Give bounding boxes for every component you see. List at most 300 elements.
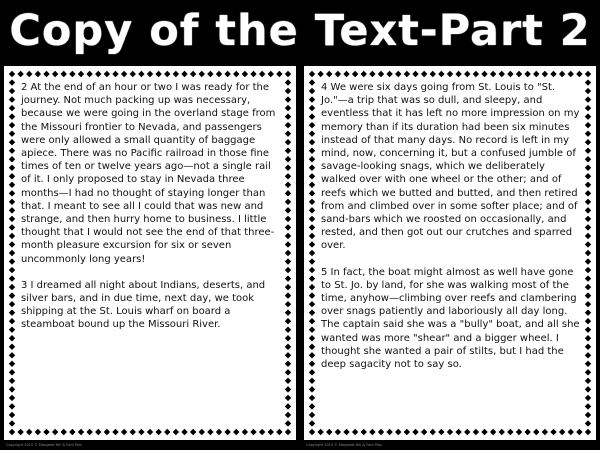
diamond-mark <box>317 71 323 77</box>
diamond-mark <box>430 429 436 435</box>
text-card-left <box>4 66 296 440</box>
diamond-mark <box>473 429 479 435</box>
diamond-mark <box>285 71 291 77</box>
diamond-mark <box>285 309 291 315</box>
diamond-mark <box>9 190 15 196</box>
diamond-mark <box>317 429 323 435</box>
diamond-mark <box>309 258 315 264</box>
diamond-mark <box>585 199 591 205</box>
diamond-mark <box>524 71 530 77</box>
diamond-mark <box>285 378 291 384</box>
diamond-mark <box>585 88 591 94</box>
copyright-footer: Copyright 2015 © Margaret Hill & Font Pals <box>306 443 382 447</box>
diamond-mark <box>199 429 205 435</box>
diamond-mark <box>309 233 315 239</box>
diamond-mark <box>285 122 291 128</box>
paragraph-5: 5 In fact, the boat might almost as well have gone to St. Jo. by land, for she was walking most of the time, anyhow—climbing over reefs and clambering over snags patiently and laboriously all day long. The captain said she was a "bully" boat, and all she wanted was more "shear" and a bigger wheel. I thought she wanted a pair of stilts, but I had the deep sagacity not to say so. <box>321 266 580 371</box>
diamond-mark <box>250 429 256 435</box>
diamond-mark <box>285 335 291 341</box>
diamond-mark <box>52 429 58 435</box>
diamond-mark <box>412 429 418 435</box>
diamond-mark <box>352 429 358 435</box>
diamond-mark <box>9 284 15 290</box>
diamond-mark <box>576 429 582 435</box>
diamond-mark <box>335 429 341 435</box>
diamond-mark <box>516 429 522 435</box>
diamond-mark <box>343 429 349 435</box>
diamond-mark <box>309 139 315 145</box>
diamond-mark <box>9 258 15 264</box>
diamond-mark <box>309 395 315 401</box>
diamond-mark <box>9 148 15 154</box>
diamond-mark <box>585 318 591 324</box>
diamond-mark <box>112 71 118 77</box>
diamond-mark <box>259 429 265 435</box>
diamond-mark <box>395 71 401 77</box>
diamond-mark <box>585 352 591 358</box>
diamond-mark <box>285 284 291 290</box>
diamond-mark <box>9 79 15 85</box>
diamond-mark <box>585 369 591 375</box>
diamond-mark <box>499 429 505 435</box>
diamond-mark <box>61 71 67 77</box>
diamond-mark <box>26 71 32 77</box>
diamond-mark <box>369 429 375 435</box>
diamond-mark <box>285 148 291 154</box>
diamond-mark <box>309 88 315 94</box>
diamond-mark <box>242 429 248 435</box>
diamond-mark <box>9 318 15 324</box>
diamond-mark <box>309 173 315 179</box>
diamond-mark <box>9 292 15 298</box>
diamond-mark <box>285 190 291 196</box>
diamond-mark <box>138 71 144 77</box>
diamond-mark <box>386 429 392 435</box>
diamond-mark <box>516 71 522 77</box>
diamond-mark <box>585 250 591 256</box>
diamond-mark <box>585 165 591 171</box>
diamond-mark <box>309 199 315 205</box>
diamond-mark <box>285 395 291 401</box>
diamond-mark <box>481 429 487 435</box>
diamond-mark <box>164 71 170 77</box>
diamond-mark <box>309 378 315 384</box>
diamond-mark <box>585 386 591 392</box>
diamond-mark <box>585 403 591 409</box>
diamond-mark <box>309 275 315 281</box>
diamond-mark <box>285 182 291 188</box>
diamond-mark <box>43 429 49 435</box>
diamond-mark <box>216 71 222 77</box>
diamond-mark <box>550 71 556 77</box>
diamond-mark <box>9 429 15 435</box>
diamond-mark <box>550 429 556 435</box>
diamond-mark <box>190 429 196 435</box>
diamond-mark <box>585 71 591 77</box>
diamond-mark <box>585 344 591 350</box>
diamond-mark <box>9 361 15 367</box>
diamond-mark <box>285 199 291 205</box>
diamond-mark <box>438 71 444 77</box>
diamond-mark <box>473 71 479 77</box>
diamond-mark <box>9 233 15 239</box>
diamond-mark <box>464 71 470 77</box>
diamond-mark <box>309 429 315 435</box>
diamond-mark <box>9 344 15 350</box>
diamond-mark <box>309 301 315 307</box>
diamond-mark <box>285 224 291 230</box>
diamond-mark <box>9 88 15 94</box>
diamond-mark <box>86 71 92 77</box>
diamond-mark <box>207 71 213 77</box>
diamond-mark <box>199 71 205 77</box>
diamond-mark <box>309 267 315 273</box>
text-card-right <box>304 66 596 440</box>
diamond-mark <box>9 224 15 230</box>
diamond-mark <box>430 71 436 77</box>
diamond-mark <box>309 318 315 324</box>
diamond-mark <box>268 429 274 435</box>
diamond-mark <box>285 386 291 392</box>
card-text <box>321 81 583 384</box>
diamond-mark <box>309 182 315 188</box>
diamond-mark <box>17 71 23 77</box>
diamond-mark <box>69 71 75 77</box>
diamond-mark <box>309 412 315 418</box>
diamond-mark <box>404 429 410 435</box>
diamond-mark <box>378 429 384 435</box>
diamond-mark <box>9 301 15 307</box>
diamond-mark <box>309 165 315 171</box>
diamond-mark <box>309 420 315 426</box>
diamond-mark <box>309 216 315 222</box>
diamond-mark <box>455 71 461 77</box>
diamond-mark <box>576 71 582 77</box>
diamond-mark <box>585 105 591 111</box>
diamond-mark <box>585 267 591 273</box>
diamond-mark <box>43 71 49 77</box>
diamond-mark <box>130 429 136 435</box>
diamond-mark <box>173 71 179 77</box>
diamond-mark <box>585 190 591 196</box>
diamond-mark <box>9 309 15 315</box>
diamond-mark <box>9 199 15 205</box>
diamond-mark <box>276 429 282 435</box>
diamond-mark <box>285 275 291 281</box>
diamond-mark <box>533 429 539 435</box>
diamond-mark <box>216 429 222 435</box>
diamond-mark <box>69 429 75 435</box>
diamond-mark <box>585 122 591 128</box>
card-text <box>21 81 283 345</box>
diamond-mark <box>138 429 144 435</box>
diamond-mark <box>9 386 15 392</box>
diamond-mark <box>276 71 282 77</box>
diamond-mark <box>404 71 410 77</box>
diamond-mark <box>438 429 444 435</box>
diamond-mark <box>86 429 92 435</box>
diamond-mark <box>155 429 161 435</box>
diamond-mark <box>455 429 461 435</box>
diamond-mark <box>285 344 291 350</box>
diamond-mark <box>395 429 401 435</box>
diamond-mark <box>524 429 530 435</box>
diamond-mark <box>369 71 375 77</box>
diamond-mark <box>309 327 315 333</box>
diamond-mark <box>9 352 15 358</box>
diamond-mark <box>585 309 591 315</box>
diamond-mark <box>585 233 591 239</box>
diamond-mark <box>309 130 315 136</box>
diamond-mark <box>499 71 505 77</box>
paragraph-3: 3 I dreamed all night about Indians, deserts, and silver bars, and in due time, next day, we took shipping at the St. Louis wharf on board a steamboat bound up the Missouri River. <box>21 279 266 331</box>
diamond-mark <box>35 71 41 77</box>
diamond-mark <box>9 173 15 179</box>
diamond-mark <box>190 71 196 77</box>
diamond-mark <box>309 113 315 119</box>
diamond-mark <box>585 182 591 188</box>
diamond-mark <box>285 258 291 264</box>
diamond-mark <box>9 130 15 136</box>
diamond-mark <box>421 429 427 435</box>
diamond-mark <box>585 378 591 384</box>
diamond-mark <box>361 429 367 435</box>
diamond-mark <box>147 429 153 435</box>
diamond-mark <box>585 173 591 179</box>
diamond-mark <box>9 369 15 375</box>
diamond-mark <box>173 429 179 435</box>
diamond-mark <box>533 71 539 77</box>
diamond-mark <box>309 292 315 298</box>
diamond-mark <box>585 275 591 281</box>
diamond-mark <box>309 250 315 256</box>
diamond-mark <box>285 216 291 222</box>
diamond-mark <box>585 148 591 154</box>
diamond-mark <box>309 71 315 77</box>
diamond-mark <box>481 71 487 77</box>
diamond-mark <box>233 71 239 77</box>
diamond-mark <box>285 139 291 145</box>
diamond-mark <box>585 113 591 119</box>
diamond-mark <box>268 71 274 77</box>
diamond-mark <box>285 267 291 273</box>
diamond-mark <box>585 258 591 264</box>
diamond-mark <box>585 224 591 230</box>
diamond-mark <box>121 71 127 77</box>
diamond-mark <box>181 71 187 77</box>
diamond-mark <box>490 429 496 435</box>
diamond-mark <box>207 429 213 435</box>
diamond-mark <box>309 241 315 247</box>
diamond-mark <box>9 241 15 247</box>
diamond-mark <box>285 327 291 333</box>
diamond-mark <box>285 105 291 111</box>
diamond-mark <box>309 344 315 350</box>
diamond-mark <box>412 71 418 77</box>
diamond-mark <box>285 173 291 179</box>
diamond-mark <box>309 148 315 154</box>
diamond-mark <box>224 71 230 77</box>
diamond-mark <box>568 429 574 435</box>
diamond-mark <box>285 96 291 102</box>
diamond-mark <box>326 429 332 435</box>
diamond-mark <box>585 130 591 136</box>
diamond-mark <box>104 429 110 435</box>
diamond-mark <box>507 429 513 435</box>
diamond-mark <box>585 216 591 222</box>
diamond-mark <box>78 429 84 435</box>
diamond-mark <box>9 250 15 256</box>
diamond-mark <box>309 361 315 367</box>
diamond-mark <box>285 241 291 247</box>
diamond-mark <box>343 71 349 77</box>
diamond-mark <box>378 71 384 77</box>
diamond-mark <box>585 327 591 333</box>
diamond-mark <box>9 403 15 409</box>
diamond-mark <box>585 96 591 102</box>
diamond-mark <box>568 71 574 77</box>
diamond-mark <box>585 335 591 341</box>
diamond-mark <box>507 71 513 77</box>
diamond-mark <box>285 318 291 324</box>
diamond-mark <box>112 429 118 435</box>
diamond-mark <box>309 224 315 230</box>
diamond-mark <box>285 156 291 162</box>
diamond-mark <box>309 190 315 196</box>
copyright-footer: Copyright 2015 © Margaret Hill & Font Pals <box>6 443 82 447</box>
paragraph-2: 2 At the end of an hour or two I was ready for the journey. Not much packing up was necessary, because we were going in the overland stage from the Missouri frontier to Nevada, and passengers were only allowed a small quantity of baggage apiece. There was no Pacific railroad in those fine times of ten or twelve years ago—not a single rail of it. I only proposed to stay in Nevada three months—I had no thought of staying longer than that. I meant to see all I could that was new and strange, and then hurry home to business. I little thought that I would not see the end of that three-month pleasure excursion for six or seven uncommonly long years! <box>21 82 276 265</box>
diamond-mark <box>361 71 367 77</box>
diamond-mark <box>9 105 15 111</box>
diamond-mark <box>585 361 591 367</box>
diamond-mark <box>309 122 315 128</box>
diamond-mark <box>309 156 315 162</box>
diamond-mark <box>9 267 15 273</box>
diamond-mark <box>285 429 291 435</box>
diamond-mark <box>309 79 315 85</box>
diamond-mark <box>9 335 15 341</box>
diamond-mark <box>17 429 23 435</box>
diamond-mark <box>490 71 496 77</box>
page-title: Copy of the Text-Part 2 <box>9 6 591 56</box>
diamond-mark <box>285 292 291 298</box>
diamond-mark <box>285 412 291 418</box>
diamond-mark <box>285 361 291 367</box>
diamond-mark <box>78 71 84 77</box>
diamond-mark <box>309 309 315 315</box>
diamond-mark <box>542 429 548 435</box>
diamond-mark <box>9 378 15 384</box>
diamond-mark <box>259 71 265 77</box>
diamond-mark <box>9 165 15 171</box>
diamond-mark <box>233 429 239 435</box>
diamond-mark <box>447 429 453 435</box>
diamond-mark <box>9 156 15 162</box>
diamond-mark <box>35 429 41 435</box>
diamond-mark <box>285 233 291 239</box>
diamond-mark <box>155 71 161 77</box>
diamond-mark <box>585 395 591 401</box>
diamond-mark <box>585 420 591 426</box>
diamond-mark <box>9 96 15 102</box>
diamond-mark <box>130 71 136 77</box>
diamond-mark <box>9 327 15 333</box>
diamond-mark <box>250 71 256 77</box>
diamond-mark <box>309 96 315 102</box>
diamond-mark <box>309 284 315 290</box>
diamond-mark <box>585 284 591 290</box>
diamond-mark <box>559 71 565 77</box>
diamond-mark <box>9 412 15 418</box>
diamond-mark <box>9 182 15 188</box>
diamond-mark <box>421 71 427 77</box>
diamond-mark <box>285 301 291 307</box>
diamond-mark <box>585 139 591 145</box>
diamond-mark <box>242 71 248 77</box>
diamond-mark <box>585 412 591 418</box>
diamond-mark <box>285 130 291 136</box>
diamond-mark <box>181 429 187 435</box>
diamond-mark <box>285 250 291 256</box>
diamond-mark <box>285 79 291 85</box>
diamond-mark <box>309 369 315 375</box>
diamond-mark <box>285 420 291 426</box>
diamond-mark <box>309 386 315 392</box>
diamond-mark <box>26 429 32 435</box>
diamond-mark <box>585 241 591 247</box>
diamond-mark <box>9 275 15 281</box>
diamond-mark <box>309 105 315 111</box>
diamond-mark <box>285 165 291 171</box>
diamond-mark <box>95 429 101 435</box>
diamond-mark <box>9 395 15 401</box>
paragraph-4: 4 We were six days going from St. Louis to "St. Jo."—a trip that was so dull, and sleepy, and eventless that it has left no more impression on my memory than if its duration had been six minutes instead of that many days. No record is left in my mind, now, concerning it, but a confused jumble of savage-looking snags, which we deliberately walked over with one wheel or the other; and of reefs which we butted and butted, and then retired from and climbed over in some softer place; and of sand-bars which we roosted on occasionally, and rested, and then got out our crutches and sparred over. <box>321 82 580 252</box>
diamond-mark <box>285 88 291 94</box>
diamond-mark <box>285 403 291 409</box>
diamond-mark <box>9 71 15 77</box>
diamond-mark <box>352 71 358 77</box>
diamond-mark <box>95 71 101 77</box>
diamond-mark <box>9 420 15 426</box>
diamond-mark <box>9 207 15 213</box>
diamond-mark <box>585 292 591 298</box>
diamond-mark <box>285 113 291 119</box>
diamond-mark <box>52 71 58 77</box>
diamond-mark <box>585 79 591 85</box>
diamond-mark <box>335 71 341 77</box>
diamond-mark <box>9 122 15 128</box>
diamond-mark <box>147 71 153 77</box>
diamond-mark <box>585 301 591 307</box>
diamond-mark <box>447 71 453 77</box>
diamond-mark <box>585 207 591 213</box>
diamond-mark <box>61 429 67 435</box>
diamond-mark <box>9 113 15 119</box>
diamond-mark <box>309 335 315 341</box>
diamond-mark <box>121 429 127 435</box>
diamond-mark <box>464 429 470 435</box>
diamond-mark <box>224 429 230 435</box>
diamond-mark <box>285 352 291 358</box>
diamond-mark <box>9 216 15 222</box>
diamond-mark <box>309 403 315 409</box>
diamond-mark <box>585 429 591 435</box>
diamond-mark <box>386 71 392 77</box>
diamond-mark <box>542 71 548 77</box>
diamond-mark <box>104 71 110 77</box>
diamond-mark <box>326 71 332 77</box>
diamond-mark <box>559 429 565 435</box>
